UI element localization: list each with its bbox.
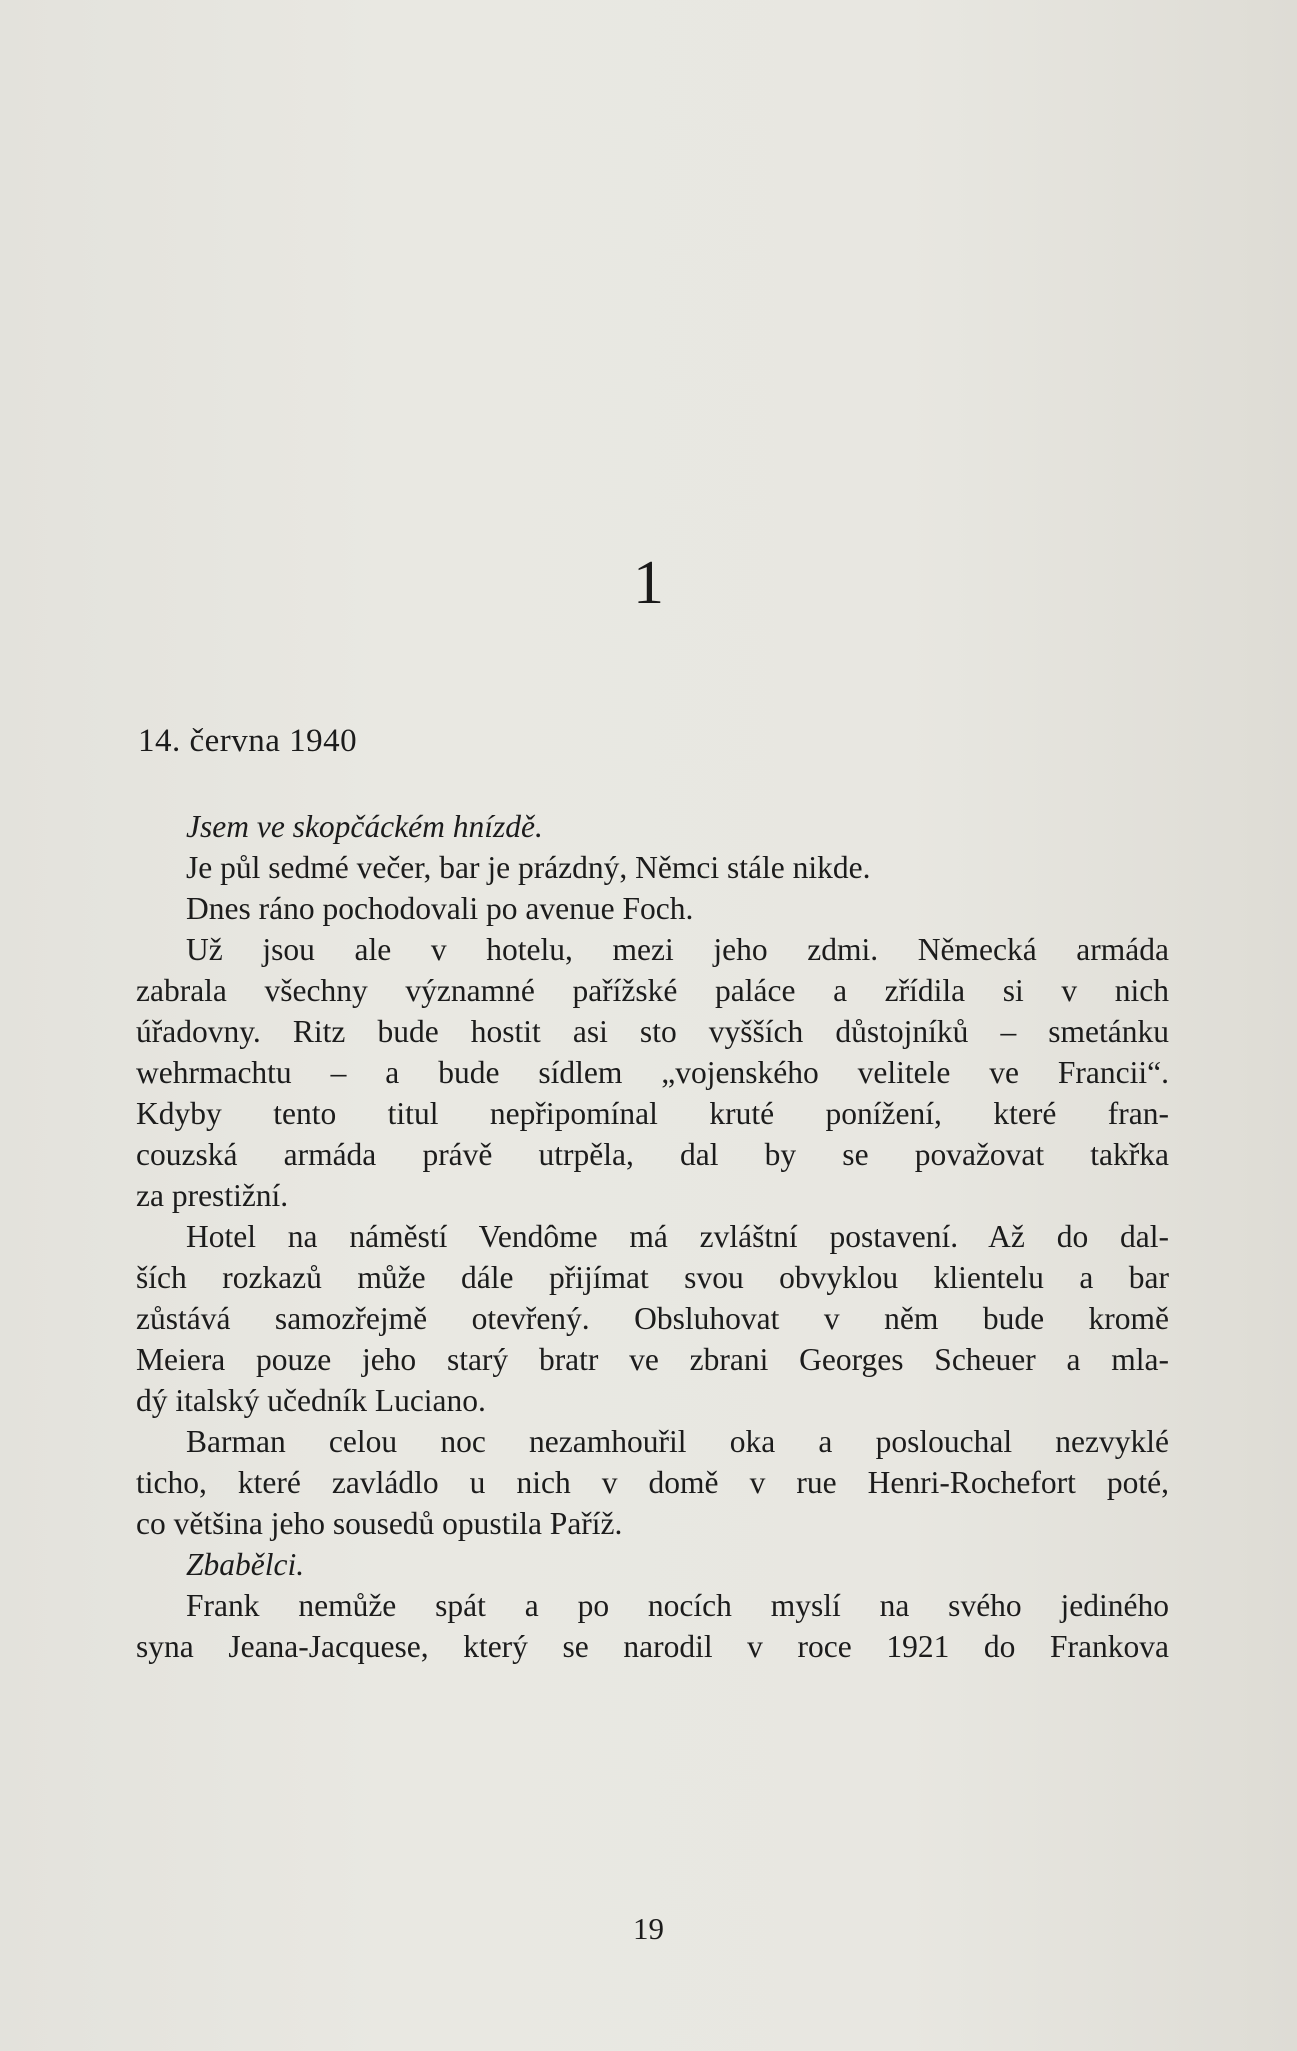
text-line: Zbabělci. bbox=[186, 1547, 305, 1582]
text-line: Kdyby tento titul nepřipomínal kruté ponížení, které fran- bbox=[136, 1096, 1169, 1131]
text-line: ších rozkazů může dále přijímat svou obvyklou klientelu a bar bbox=[136, 1260, 1169, 1295]
text-line: Dnes ráno pochodovali po avenue Foch. bbox=[186, 891, 694, 926]
text-line: Je půl sedmé večer, bar je prázdný, Němci stále nikde. bbox=[186, 850, 871, 885]
text-line: zůstává samozřejmě otevřený. Obsluhovat v něm bude kromě bbox=[136, 1301, 1169, 1336]
text-line: za prestižní. bbox=[136, 1178, 289, 1213]
text-line: ticho, které zavládlo u nich v domě v rue Henri-Rochefort poté, bbox=[136, 1465, 1169, 1500]
text-line: syna Jeana-Jacquese, který se narodil v roce 1921 do Frankova bbox=[136, 1629, 1169, 1664]
body-text bbox=[136, 806, 1169, 1667]
text-line: Už jsou ale v hotelu, mezi jeho zdmi. Německá armáda bbox=[186, 932, 1169, 967]
text-line: couzská armáda právě utrpěla, dal by se považovat takřka bbox=[136, 1137, 1169, 1172]
text-line: Meiera pouze jeho starý bratr ve zbrani Georges Scheuer a mla- bbox=[136, 1342, 1169, 1377]
text-line: zabrala všechny významné pařížské paláce a zřídila si v nich bbox=[136, 973, 1169, 1008]
text-line: Jsem ve skopčáckém hnízdě. bbox=[186, 809, 543, 844]
text-line: Hotel na náměstí Vendôme má zvláštní postavení. Až do dal- bbox=[186, 1219, 1169, 1254]
text-line: Barman celou noc nezamhouřil oka a poslouchal nezvyklé bbox=[186, 1424, 1169, 1459]
page-number: 19 bbox=[633, 1911, 664, 1946]
text-line: co většina jeho sousedů opustila Paříž. bbox=[136, 1506, 623, 1541]
text-line: dý italský učedník Luciano. bbox=[136, 1383, 486, 1418]
chapter-date-heading: 14. června 1940 bbox=[138, 723, 358, 759]
text-line: úřadovny. Ritz bude hostit asi sto vyšších důstojníků – smetánku bbox=[136, 1014, 1169, 1049]
text-line: wehrmachtu – a bude sídlem „vojenského velitele ve Francii“. bbox=[136, 1055, 1169, 1090]
text-line: Frank nemůže spát a po nocích myslí na svého jediného bbox=[186, 1588, 1169, 1623]
chapter-number: 1 bbox=[633, 549, 664, 617]
